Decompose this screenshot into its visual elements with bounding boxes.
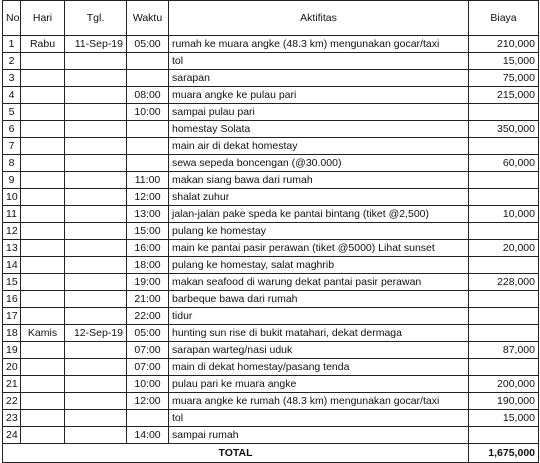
cell-aktifitas: pulau pari ke muara angke: [169, 376, 469, 393]
cell-biaya: 200,000: [469, 376, 539, 393]
cell-tgl: [65, 427, 127, 444]
cell-waktu: 15:00: [127, 223, 169, 240]
cell-hari: [21, 223, 65, 240]
cell-hari: [21, 121, 65, 138]
cell-waktu: 22:00: [127, 308, 169, 325]
cell-biaya: [469, 257, 539, 274]
cell-aktifitas: sewa sepeda boncengan (@30.000): [169, 155, 469, 172]
cell-hari: [21, 376, 65, 393]
cell-waktu: 14:00: [127, 427, 169, 444]
cell-waktu: 12:00: [127, 189, 169, 206]
cell-no: 8: [3, 155, 21, 172]
cell-waktu: 13:00: [127, 206, 169, 223]
cell-aktifitas: makan seafood di warung dekat pantai pasir perawan: [169, 274, 469, 291]
header-tgl: Tgl.: [65, 1, 127, 36]
cell-biaya: 10,000: [469, 206, 539, 223]
table-row: [3, 376, 539, 393]
cell-biaya: [469, 172, 539, 189]
cell-no: 14: [3, 257, 21, 274]
cell-tgl: 12-Sep-19: [65, 325, 127, 342]
cell-waktu: [127, 53, 169, 70]
cell-tgl: [65, 376, 127, 393]
cell-tgl: [65, 342, 127, 359]
table-row: [3, 36, 539, 53]
header-aktifitas: Aktifitas: [169, 1, 469, 36]
header-biaya: Biaya: [469, 1, 539, 36]
cell-waktu: [127, 155, 169, 172]
cell-waktu: [127, 121, 169, 138]
cell-no: 15: [3, 274, 21, 291]
cell-aktifitas: muara angke ke pulau pari: [169, 87, 469, 104]
cell-no: 21: [3, 376, 21, 393]
cell-hari: Kamis: [21, 325, 65, 342]
table-row: [3, 53, 539, 70]
cell-no: 2: [3, 53, 21, 70]
cell-tgl: [65, 206, 127, 223]
cell-no: 4: [3, 87, 21, 104]
cell-hari: [21, 87, 65, 104]
cell-no: 20: [3, 359, 21, 376]
cell-waktu: 07:00: [127, 359, 169, 376]
cell-aktifitas: pulang ke homestay, salat maghrib: [169, 257, 469, 274]
table-row: [3, 138, 539, 155]
cell-biaya: [469, 138, 539, 155]
cell-waktu: 10:00: [127, 104, 169, 121]
cell-aktifitas: sampai pulau pari: [169, 104, 469, 121]
table-row: [3, 410, 539, 427]
cell-waktu: [127, 138, 169, 155]
cell-no: 5: [3, 104, 21, 121]
cell-no: 18: [3, 325, 21, 342]
cell-no: 3: [3, 70, 21, 87]
cell-biaya: [469, 325, 539, 342]
cell-no: 12: [3, 223, 21, 240]
table-row: [3, 121, 539, 138]
cell-hari: [21, 410, 65, 427]
cell-hari: [21, 138, 65, 155]
cell-tgl: [65, 155, 127, 172]
cell-biaya: 228,000: [469, 274, 539, 291]
cell-aktifitas: main di dekat homestay/pasang tenda: [169, 359, 469, 376]
table-row: [3, 206, 539, 223]
header-row: [3, 1, 539, 36]
cell-hari: [21, 104, 65, 121]
cell-tgl: [65, 257, 127, 274]
cell-no: 16: [3, 291, 21, 308]
cell-waktu: 07:00: [127, 342, 169, 359]
cell-biaya: 210,000: [469, 36, 539, 53]
cell-tgl: [65, 189, 127, 206]
cell-no: 6: [3, 121, 21, 138]
table-row: [3, 274, 539, 291]
cell-hari: [21, 342, 65, 359]
cell-aktifitas: main air di dekat homestay: [169, 138, 469, 155]
cell-biaya: 75,000: [469, 70, 539, 87]
cell-biaya: [469, 427, 539, 444]
cell-waktu: 18:00: [127, 257, 169, 274]
cell-aktifitas: main ke pantai pasir perawan (tiket @5000) Lihat sunset: [169, 240, 469, 257]
table-row: [3, 189, 539, 206]
cell-tgl: [65, 240, 127, 257]
cell-biaya: [469, 359, 539, 376]
cell-hari: [21, 291, 65, 308]
cell-biaya: [469, 308, 539, 325]
cell-aktifitas: tol: [169, 410, 469, 427]
cell-hari: [21, 257, 65, 274]
table-row: [3, 257, 539, 274]
cell-biaya: 215,000: [469, 87, 539, 104]
cell-hari: [21, 70, 65, 87]
table-row: [3, 308, 539, 325]
cell-biaya: 87,000: [469, 342, 539, 359]
cell-no: 7: [3, 138, 21, 155]
cell-tgl: [65, 359, 127, 376]
cell-aktifitas: jalan-jalan pake speda ke pantai bintang (tiket @2,500): [169, 206, 469, 223]
cell-biaya: 15,000: [469, 410, 539, 427]
cell-tgl: [65, 172, 127, 189]
cell-waktu: 05:00: [127, 325, 169, 342]
table-row: [3, 87, 539, 104]
cell-tgl: [65, 87, 127, 104]
cell-biaya: 20,000: [469, 240, 539, 257]
cell-hari: [21, 206, 65, 223]
cell-biaya: 190,000: [469, 393, 539, 410]
cell-hari: [21, 427, 65, 444]
cell-no: 22: [3, 393, 21, 410]
cell-hari: [21, 240, 65, 257]
cell-no: 19: [3, 342, 21, 359]
cell-aktifitas: rumah ke muara angke (48.3 km) mengunakan gocar/taxi: [169, 36, 469, 53]
cell-aktifitas: tidur: [169, 308, 469, 325]
cell-hari: [21, 359, 65, 376]
cell-tgl: [65, 274, 127, 291]
cell-tgl: [65, 121, 127, 138]
cell-tgl: [65, 138, 127, 155]
table-row: [3, 104, 539, 121]
cell-biaya: [469, 104, 539, 121]
cell-no: 13: [3, 240, 21, 257]
table-body: [3, 36, 539, 444]
cell-no: 1: [3, 36, 21, 53]
table-row: [3, 325, 539, 342]
cell-hari: [21, 53, 65, 70]
cell-tgl: [65, 393, 127, 410]
cell-waktu: 08:00: [127, 87, 169, 104]
cell-tgl: [65, 223, 127, 240]
cell-tgl: [65, 308, 127, 325]
total-row: [3, 444, 539, 463]
cell-tgl: 11-Sep-19: [65, 36, 127, 53]
cell-hari: Rabu: [21, 36, 65, 53]
cell-no: 9: [3, 172, 21, 189]
cell-aktifitas: pulang ke homestay: [169, 223, 469, 240]
cell-waktu: [127, 70, 169, 87]
itinerary-table: [2, 0, 539, 463]
cell-hari: [21, 393, 65, 410]
cell-tgl: [65, 410, 127, 427]
cell-waktu: 16:00: [127, 240, 169, 257]
cell-biaya: 15,000: [469, 53, 539, 70]
cell-tgl: [65, 53, 127, 70]
cell-biaya: [469, 223, 539, 240]
cell-aktifitas: muara angke ke rumah (48.3 km) mengunakan gocar/taxi: [169, 393, 469, 410]
table-row: [3, 427, 539, 444]
cell-tgl: [65, 70, 127, 87]
cell-aktifitas: makan siang bawa dari rumah: [169, 172, 469, 189]
header-hari: Hari: [21, 1, 65, 36]
cell-waktu: 11:00: [127, 172, 169, 189]
table-row: [3, 155, 539, 172]
table-row: [3, 393, 539, 410]
table-row: [3, 342, 539, 359]
table-row: [3, 359, 539, 376]
cell-no: 23: [3, 410, 21, 427]
cell-hari: [21, 155, 65, 172]
cell-no: 11: [3, 206, 21, 223]
cell-aktifitas: hunting sun rise di bukit matahari, dekat dermaga: [169, 325, 469, 342]
cell-waktu: [127, 410, 169, 427]
cell-tgl: [65, 291, 127, 308]
cell-biaya: [469, 291, 539, 308]
cell-aktifitas: sarapan warteg/nasi uduk: [169, 342, 469, 359]
table-row: [3, 172, 539, 189]
table-row: [3, 223, 539, 240]
cell-aktifitas: barbeque bawa dari rumah: [169, 291, 469, 308]
cell-biaya: [469, 189, 539, 206]
cell-waktu: 05:00: [127, 36, 169, 53]
cell-biaya: 350,000: [469, 121, 539, 138]
cell-no: 24: [3, 427, 21, 444]
cell-aktifitas: homestay Solata: [169, 121, 469, 138]
table-row: [3, 70, 539, 87]
cell-hari: [21, 274, 65, 291]
header-waktu: Waktu: [127, 1, 169, 36]
cell-hari: [21, 189, 65, 206]
cell-aktifitas: tol: [169, 53, 469, 70]
cell-hari: [21, 308, 65, 325]
cell-waktu: 12:00: [127, 393, 169, 410]
total-value: 1,675,000: [469, 444, 539, 463]
cell-waktu: 19:00: [127, 274, 169, 291]
cell-waktu: 21:00: [127, 291, 169, 308]
table-row: [3, 240, 539, 257]
total-label: TOTAL: [3, 444, 469, 463]
cell-no: 17: [3, 308, 21, 325]
cell-hari: [21, 172, 65, 189]
table-row: [3, 291, 539, 308]
cell-biaya: 60,000: [469, 155, 539, 172]
cell-aktifitas: shalat zuhur: [169, 189, 469, 206]
header-no: No: [3, 1, 21, 36]
cell-aktifitas: sarapan: [169, 70, 469, 87]
cell-tgl: [65, 104, 127, 121]
cell-waktu: 10:00: [127, 376, 169, 393]
cell-no: 10: [3, 189, 21, 206]
cell-aktifitas: sampai rumah: [169, 427, 469, 444]
